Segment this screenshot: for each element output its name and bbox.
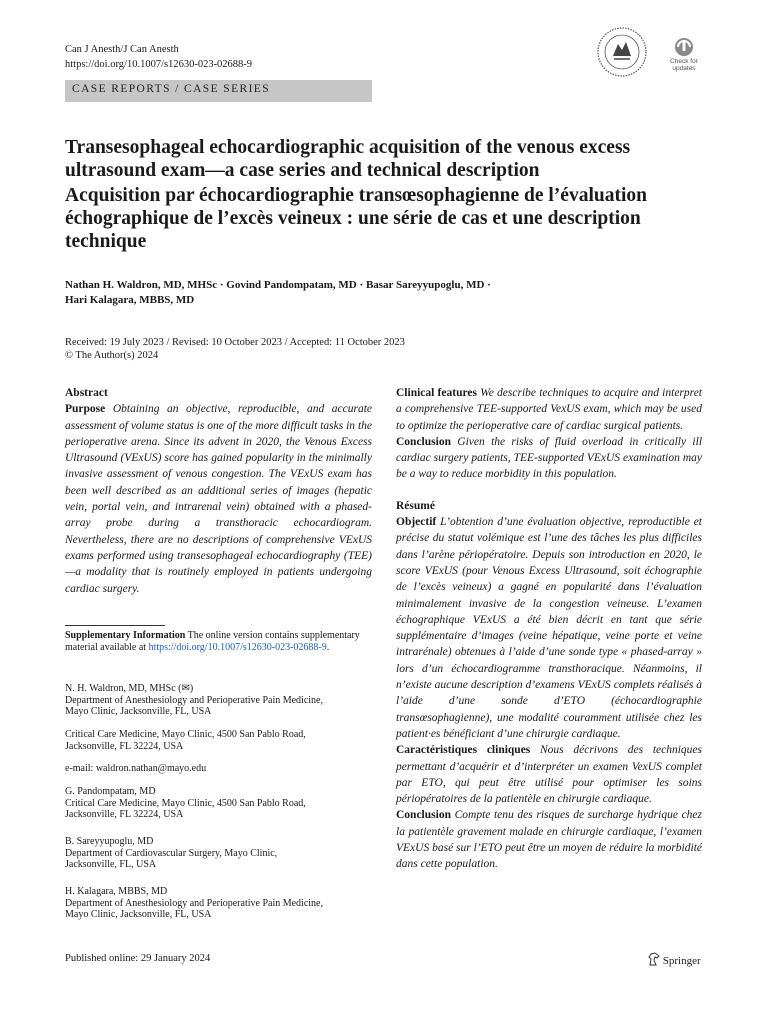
springer-horse-icon <box>648 952 660 966</box>
caracteristiques-label: Caractéristiques cliniques <box>396 744 531 757</box>
affiliation: B. Sareyyupoglu, MD Department of Cardiovascular Surgery, Mayo Clinic, Jacksonville, FL, USA <box>65 836 372 871</box>
author: Govind Pandompatam, MD <box>226 279 357 291</box>
resume-heading: Résumé <box>396 499 435 512</box>
email-address[interactable]: e-mail: waldron.nathan@mayo.edu <box>65 763 207 774</box>
footnote-divider <box>65 625 165 626</box>
article-title <box>65 136 705 253</box>
objectif-text: L’obtention d’une évaluation objective, reproductible et précise du statut volémique est l’une des tâches les plus difficiles dans l’arène périopératoire. Depuis son introduction en 2020, le score VExUS (pour Venous Excess Ultrasound, soit échographie de l’excès veineux) a gagné en popularité dans l’évaluation minimalement invasive de la congestion veineuse. L’examen échographique VExUS a été bien décrit en tant que série supplémentaire d’images (veine hépatique, veine porte et veine intrarénale) obtenues à l’aide d’une sonde type « phased-array » lors d’un échocardiogramme transthoracique. Néanmoins, il n’existe aucune description d’examens VExUS complets réalisés à l’aide d’une sonde d’ETO (échocardiographie transœsophagienne), une modalité couramment utilisée chez les patient·es bénéficiant d’une chirurgie cardiaque. <box>396 516 703 740</box>
supplementary-link[interactable]: https://doi.org/10.1007/s12630-023-02688-9 <box>148 641 327 653</box>
title-french: Acquisition par échocardiographie transœsophagienne de l’évaluation échographique de l’excès veineux : une série de cas et une description technique <box>65 185 647 252</box>
clinical-text: We describe techniques to acquire and interpret a comprehensive TEE-supported VexUS exam, which may be used to optimize the perioperative care of cardiac surgical patients. <box>396 387 703 432</box>
author: Hari Kalagara, MBBS, MD <box>65 294 195 306</box>
objectif-label: Objectif <box>396 516 437 529</box>
society-logo-icon <box>596 26 648 78</box>
affiliation: G. Pandompatam, MD Critical Care Medicine, Mayo Clinic, 4500 San Pablo Road, Jacksonville, FL 32224, USA <box>65 786 372 821</box>
affiliation-name: N. H. Waldron, MD, MHSc (✉) <box>65 683 194 694</box>
resume-caracteristiques <box>396 742 702 807</box>
author-list: Nathan H. Waldron, MD, MHSc · Govind Pandompatam, MD · Basar Sareyyupoglu, MD · Hari Kalagara, MBBS, MD <box>65 279 491 306</box>
resume-objectif <box>396 514 702 742</box>
affiliation-email <box>65 763 372 775</box>
purpose-label: Purpose <box>65 403 106 416</box>
revised-date: Revised: 10 October 2023 <box>172 337 282 348</box>
author: Basar Sareyyupoglu, MD <box>365 279 485 291</box>
author: Nathan H. Waldron, MD, MHSc <box>65 279 218 291</box>
abstract-clinical-features <box>396 385 702 434</box>
section-label: CASE REPORTS / CASE SERIES <box>72 83 271 95</box>
title-english: Transesophageal echocardiographic acquisition of the venous excess ultrasound exam—a case series and technical description <box>65 137 631 181</box>
resume-conclusion-label: Conclusion <box>396 809 451 822</box>
check-for-updates-label[interactable]: Check for updates <box>670 58 698 72</box>
supplementary-text: The online version contains supplementary material available at <box>65 630 360 653</box>
journal-name: Can J Anesth/J Can Anesth <box>65 44 179 55</box>
affiliation: N. H. Waldron, MD, MHSc (✉) Department of Anesthesiology and Perioperative Pain Medicine, Mayo Clinic, Jacksonville, FL, USA <box>65 683 372 718</box>
conclusion-label: Conclusion <box>396 435 451 448</box>
publisher-name: Springer <box>662 955 701 967</box>
published-date: Published online: 29 January 2024 <box>65 953 211 964</box>
clinical-label: Clinical features <box>396 387 477 399</box>
caracteristiques-text: Nous décrivons des techniques permettant d’acquérir et d’interpréter un examen VexUS complet par ETO, qui peut être utilisé pour optimiser les soins périopératoires de la patientèle en chirurgie cardiaque. <box>396 744 703 806</box>
accepted-date: Accepted: 11 October 2023 <box>289 337 405 348</box>
abstract-conclusion <box>396 434 702 483</box>
publisher-logo <box>648 952 701 967</box>
affiliation-name: B. Sareyyupoglu, MD <box>65 836 154 847</box>
abstract-left-column <box>65 385 372 597</box>
copyright-notice: © The Author(s) 2024 <box>65 350 159 361</box>
purpose-text: Obtaining an objective, reproducible, and accurate assessment of volume status is one of the more difficult tasks in the perioperative arena. Since its advent in 2020, the Venous Excess Ultrasound (VExUS) score has gained popularity in the minimally invasive assessment of venous congestion. The VExUS exam has been well described as an additional series of images (hepatic vein, portal vein, and intrarenal vein) obtained with a phased-array probe during a transthoracic echocardiogram. Nevertheless, there are no descriptions of comprehensive VExUS exams performed using transesophageal echocardiography (TEE)—a modality that is routinely employed in patients undergoing cardiac surgery. <box>65 403 372 595</box>
resume-conclusion-text: Compte tenu des risques de surcharge hydrique chez la patientèle gravement malade en chirurgie cardiaque, l’examen VExUS basé sur l’ETO peut être un moyen de réduire la morbidité dans cette population. <box>396 809 703 871</box>
journal-doi[interactable]: https://doi.org/10.1007/s12630-023-02688-9 <box>65 59 253 70</box>
abstract-purpose <box>65 401 372 597</box>
affiliation: Critical Care Medicine, Mayo Clinic, 4500 San Pablo Road, Jacksonville, FL 32224, USA <box>65 729 306 752</box>
abstract-right-column <box>396 385 702 873</box>
received-date: Received: 19 July 2023 <box>65 337 164 348</box>
conclusion-text: Given the risks of fluid overload in critically ill cardiac surgery patients, TEE-supported VExUS examination may be a way to reduce morbidity in this population. <box>396 435 703 481</box>
abstract-heading: Abstract <box>65 387 108 399</box>
affiliation-name: G. Pandompatam, MD <box>65 786 156 797</box>
article-dates: Received: 19 July 2023 / Revised: 10 October 2023 / Accepted: 11 October 2023 © The Author(s) 2024 <box>65 337 405 361</box>
supplementary-label: Supplementary Information <box>65 630 186 641</box>
supplementary-info: Supplementary Information The online version contains supplementary material available at https://doi.org/10.1007/s12630-023-02688-9. <box>65 630 360 653</box>
affiliation: H. Kalagara, MBBS, MD Department of Anesthesiology and Perioperative Pain Medicine, Mayo Clinic, Jacksonville, FL, USA <box>65 886 372 921</box>
journal-header <box>65 42 252 72</box>
affiliation-name: H. Kalagara, MBBS, MD <box>65 886 168 897</box>
resume-conclusion <box>396 807 702 872</box>
